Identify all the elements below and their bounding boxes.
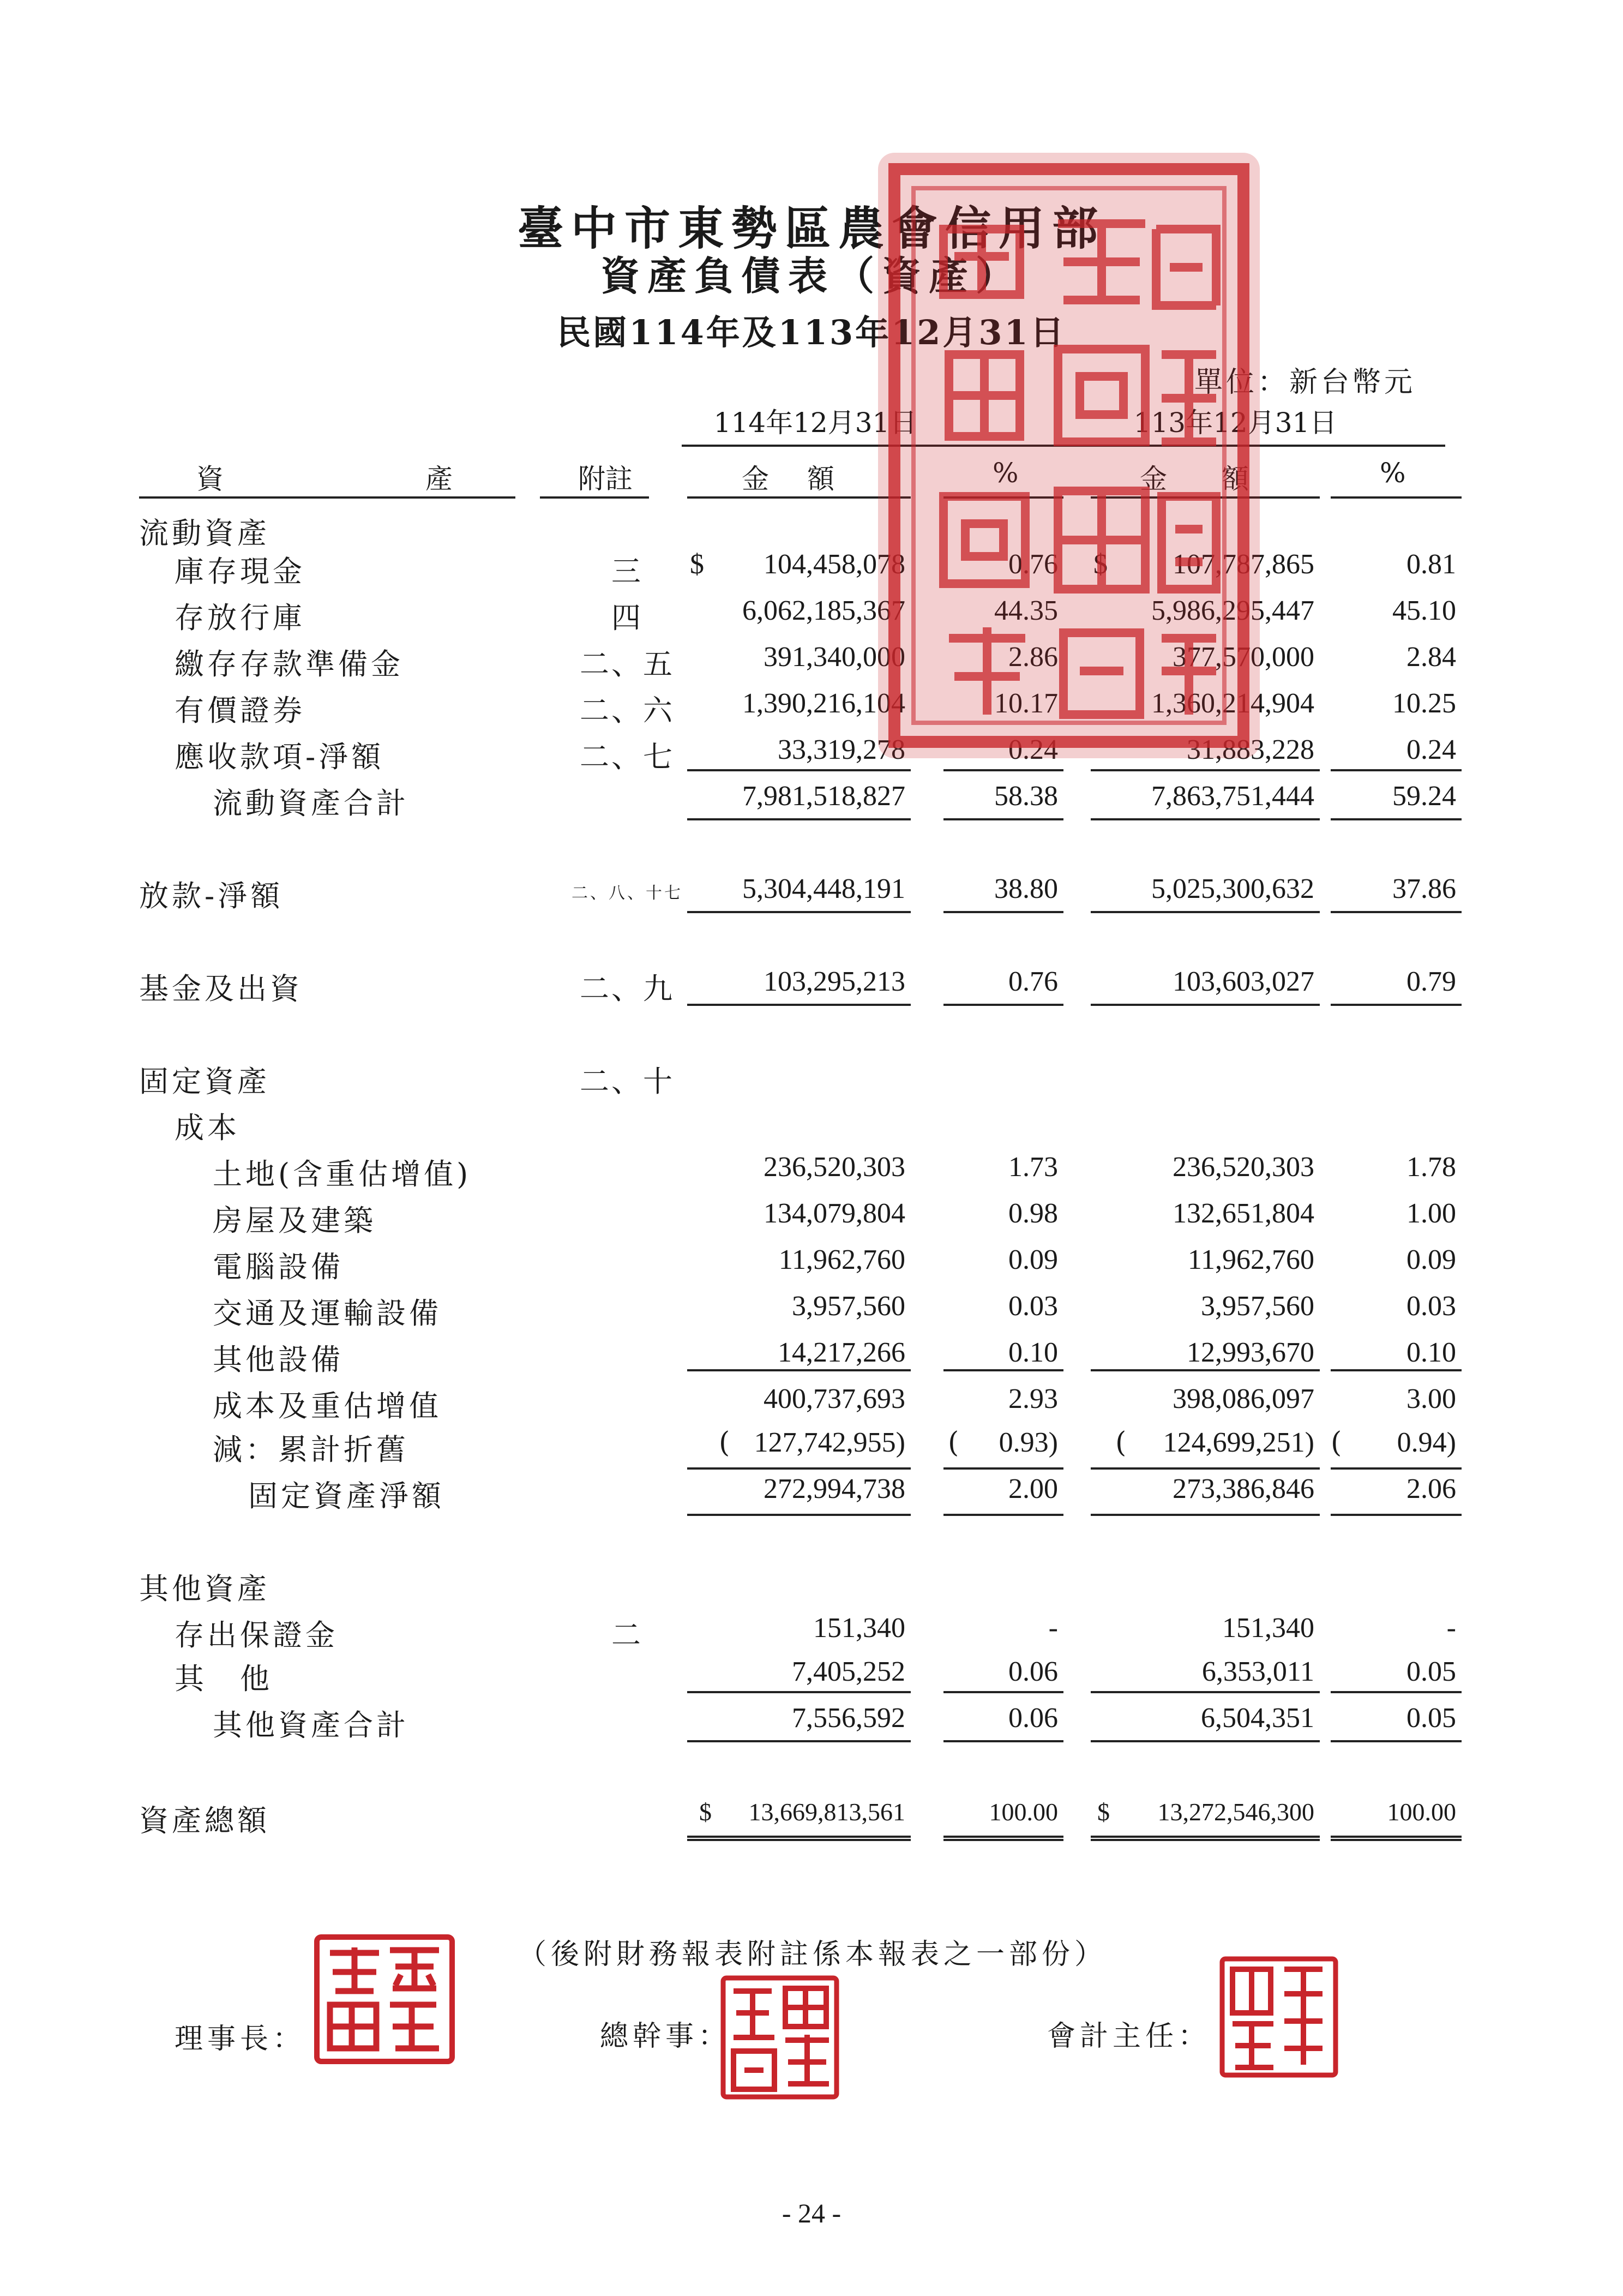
header-rule-pct24 [1331, 496, 1462, 499]
amount-2024: 151,340 [1222, 1612, 1314, 1644]
assets-header-b: 產 [425, 463, 453, 495]
percent-2025: 58.38 [994, 781, 1058, 812]
amount-2024: 3,957,560 [1201, 1291, 1314, 1322]
amount-2025: 3,957,560 [792, 1291, 905, 1322]
row-label: 存出保證金 [175, 1618, 338, 1652]
header-rule-note [540, 496, 649, 499]
row-label: 資產總額 [139, 1803, 270, 1838]
percent-2024: 0.81 [1406, 549, 1456, 580]
amount-2024: 11,962,760 [1187, 1244, 1314, 1275]
percent-2025: 0.24 [1008, 734, 1058, 765]
amount-2024: 236,520,303 [1173, 1152, 1314, 1183]
amount-2024: 103,603,027 [1173, 966, 1314, 997]
column-rule [687, 1467, 911, 1470]
chairman-seal [314, 1934, 455, 2065]
row-label: 有價證券 [175, 693, 305, 728]
row-note-ref: 二、十 [580, 1064, 675, 1099]
general-manager-seal [720, 1975, 840, 2100]
amount-2025: 1,390,216,104 [742, 688, 905, 719]
dollar-sign-cash-2025: $ [690, 549, 704, 580]
total-double-rule [943, 1836, 1063, 1841]
amount-2025: 13,669,813,561 [748, 1798, 905, 1826]
row-label: 其他資產 [139, 1572, 270, 1606]
chairman-label: 理事長： [175, 2023, 306, 2055]
percent-2024: 0.03 [1406, 1291, 1456, 1322]
column-rule [1331, 818, 1462, 820]
percent-2025: 2.86 [1008, 642, 1058, 673]
column-rule [1091, 1514, 1320, 1516]
percent-2025: 0.98 [1008, 1198, 1058, 1229]
row-label: 流動資產 [139, 516, 270, 550]
percent-2025: 0.09 [1008, 1244, 1058, 1275]
amount-2024: 6,504,351 [1201, 1702, 1314, 1734]
total-double-rule [687, 1836, 911, 1841]
percent-2025: 0.06 [1008, 1656, 1058, 1687]
amount-2025: 11,962,760 [778, 1244, 905, 1275]
percent-2024: 45.10 [1392, 595, 1456, 626]
row-label: 成本及重估增值 [213, 1389, 442, 1423]
amount-2024: 132,651,804 [1173, 1198, 1314, 1229]
column-rule [1091, 818, 1320, 820]
percent-2024: 0.05 [1406, 1702, 1456, 1734]
percent-2024: 0.79 [1406, 966, 1456, 997]
column-rule [943, 1467, 1063, 1470]
statement-title: 資產負債表（資產） [600, 253, 1023, 299]
row-note-ref: 二、八、十七 [572, 884, 683, 903]
amount-2025: 33,319,278 [778, 734, 905, 765]
pct-header-2024: % [1380, 457, 1406, 489]
percent-2025: 0.93) [999, 1427, 1058, 1458]
amount-2024: 5,986,295,447 [1151, 595, 1314, 626]
total-double-rule [1331, 1836, 1462, 1841]
total-double-rule [1091, 1836, 1320, 1841]
column-rule [943, 818, 1063, 820]
amount-2025: 7,405,252 [792, 1656, 905, 1687]
amount-2025: 104,458,078 [764, 549, 905, 580]
amount-2025: 7,556,592 [792, 1702, 905, 1734]
open-paren-dep-amt24: ( [1115, 1426, 1127, 1459]
row-label: 應收款項-淨額 [175, 740, 384, 774]
dollar-sign-total-2024: $ [1097, 1798, 1110, 1826]
amount-2025: 134,079,804 [764, 1198, 905, 1229]
amount-2024: 107,787,865 [1173, 549, 1314, 580]
amount-2025: 272,994,738 [764, 1473, 905, 1504]
percent-2025: 10.17 [994, 688, 1058, 719]
percent-2025: 1.73 [1008, 1152, 1058, 1183]
amount-2024: 12,993,670 [1187, 1337, 1314, 1368]
row-label: 固定資產淨額 [248, 1479, 444, 1513]
percent-2024: 59.24 [1392, 781, 1456, 812]
amount-2024: 273,386,846 [1173, 1473, 1314, 1504]
pct-header-2025: % [993, 457, 1019, 489]
row-label: 放款-淨額 [139, 879, 284, 913]
row-note-ref: 二、九 [580, 972, 675, 1006]
amount-2024: 31,883,228 [1187, 734, 1314, 765]
dollar-sign-total-2025: $ [699, 1798, 712, 1826]
column-rule [1331, 1740, 1462, 1742]
amount-2024: 398,086,097 [1173, 1383, 1314, 1414]
column-rule [1331, 1004, 1462, 1006]
footnote: （後附財務報表附註係本報表之一部份） [518, 1938, 1108, 1971]
percent-2024: 0.10 [1406, 1337, 1456, 1368]
amount-2024: 377,570,000 [1173, 642, 1314, 673]
column-rule [1331, 1691, 1462, 1693]
percent-2024: 2.06 [1406, 1473, 1456, 1504]
column-rule [1331, 769, 1462, 771]
percent-2025: 2.93 [1008, 1383, 1058, 1414]
column-rule [1331, 1467, 1462, 1470]
column-rule [943, 1740, 1063, 1742]
amount-2024: 7,863,751,444 [1151, 781, 1314, 812]
percent-2024: 100.00 [1387, 1798, 1456, 1826]
row-note-ref: 二、七 [580, 740, 675, 774]
row-label: 土地(含重估增值) [213, 1157, 472, 1191]
percent-2024: 37.86 [1392, 873, 1456, 904]
row-label: 其他資產合計 [213, 1708, 409, 1742]
percent-2025: 0.06 [1008, 1702, 1058, 1734]
period-title: 民國114年及113年12月31日 [557, 313, 1066, 352]
row-label: 減：累計折舊 [213, 1432, 409, 1467]
column-rule [943, 911, 1063, 913]
row-note-ref: 四 [611, 601, 643, 635]
organization-title: 臺中市東勢區農會信用部 [517, 201, 1105, 255]
percent-2024: 0.09 [1406, 1244, 1456, 1275]
column-rule [1331, 911, 1462, 913]
column-rule [687, 911, 911, 913]
row-label: 固定資產 [139, 1064, 270, 1099]
accounting-head-label: 會計主任： [1047, 2020, 1211, 2053]
row-label: 基金及出資 [139, 972, 303, 1006]
amount-2024: 124,699,251) [1163, 1427, 1314, 1458]
amount-2025: 391,340,000 [764, 642, 905, 673]
column-rule [687, 1369, 911, 1371]
percent-2024: 0.94) [1397, 1427, 1456, 1458]
column-rule [687, 1691, 911, 1693]
amount-2025: 5,304,448,191 [742, 873, 905, 904]
general-manager-label: 總幹事： [600, 2020, 731, 2053]
bank-seal-stamp [873, 147, 1265, 764]
amount-2025: 6,062,185,367 [742, 595, 905, 626]
row-label: 流動資產合計 [213, 786, 409, 820]
column-rule [1091, 1691, 1320, 1693]
percent-2024: 3.00 [1406, 1383, 1456, 1414]
amount-2024: 1,360,214,904 [1151, 688, 1314, 719]
percent-2024: 1.78 [1406, 1152, 1456, 1183]
percent-2025: 0.76 [1008, 966, 1058, 997]
row-label: 存放行庫 [175, 601, 305, 635]
open-paren-dep-pct25: ( [948, 1426, 959, 1459]
percent-2024: 0.24 [1406, 734, 1456, 765]
date-header-2025: 114年12月31日 [713, 407, 917, 439]
column-rule [687, 1740, 911, 1742]
amount-2025: 103,295,213 [764, 966, 905, 997]
accounting-head-seal [1219, 1956, 1339, 2078]
amount-2025: 236,520,303 [764, 1152, 905, 1183]
percent-2025: 0.03 [1008, 1291, 1058, 1322]
percent-2025: 100.00 [989, 1798, 1058, 1826]
row-note-ref: 二、六 [580, 693, 675, 728]
amount-2025: 14,217,266 [778, 1337, 905, 1368]
column-rule [943, 769, 1063, 771]
amount-header-2024-a: 金 [1140, 463, 1167, 495]
column-rule [1091, 1004, 1320, 1006]
column-rule [943, 1369, 1063, 1371]
percent-2025: 44.35 [994, 595, 1058, 626]
percent-2024: 1.00 [1406, 1198, 1456, 1229]
row-note-ref: 二、五 [580, 647, 675, 681]
column-rule [1331, 1369, 1462, 1371]
assets-header-a: 資 [196, 463, 224, 495]
column-rule [943, 1514, 1063, 1516]
row-label: 交通及運輸設備 [213, 1296, 442, 1330]
row-label: 其 他 [175, 1662, 273, 1696]
note-header: 附註 [578, 463, 633, 495]
date-header-2024: 113年12月31日 [1133, 407, 1337, 439]
amount-2024: 13,272,546,300 [1157, 1798, 1314, 1826]
percent-2024: 10.25 [1392, 688, 1456, 719]
dollar-sign-cash-2024: $ [1093, 549, 1108, 580]
column-rule [687, 1514, 911, 1516]
row-label: 繳存存款準備金 [175, 647, 404, 681]
amount-header-2025-b: 額 [807, 463, 834, 495]
row-label: 房屋及建築 [213, 1203, 376, 1238]
header-rule-assets [139, 496, 515, 499]
percent-2024: - [1446, 1612, 1456, 1644]
row-label: 電腦設備 [213, 1250, 344, 1284]
open-paren-dep-pct24: ( [1331, 1426, 1342, 1459]
percent-2025: 0.10 [1008, 1337, 1058, 1368]
column-rule [1091, 769, 1320, 771]
amount-2025: 151,340 [813, 1612, 905, 1644]
row-label: 庫存現金 [175, 554, 305, 589]
amount-2025: 7,981,518,827 [742, 781, 905, 812]
row-note-ref: 二 [611, 1618, 643, 1652]
page-number: - 24 - [782, 2198, 841, 2228]
amount-header-2024-b: 額 [1222, 463, 1249, 495]
column-rule [1091, 911, 1320, 913]
row-label: 成本 [175, 1111, 240, 1145]
row-note-ref: 三 [611, 554, 643, 589]
percent-2025: 0.76 [1008, 549, 1058, 580]
amount-2025: 127,742,955) [754, 1427, 905, 1458]
percent-2025: - [1048, 1612, 1058, 1644]
percent-2025: 2.00 [1008, 1473, 1058, 1504]
column-rule [1091, 1467, 1320, 1470]
column-rule [943, 1004, 1063, 1006]
column-rule [1331, 1514, 1462, 1516]
column-rule [687, 769, 911, 771]
amount-2024: 5,025,300,632 [1151, 873, 1314, 904]
row-label: 其他設備 [213, 1342, 344, 1377]
percent-2024: 0.05 [1406, 1656, 1456, 1687]
currency-unit: 單位：新台幣元 [1194, 366, 1416, 399]
amount-header-2025-a: 金 [742, 463, 769, 495]
column-rule [1091, 1740, 1320, 1742]
column-rule [943, 1691, 1063, 1693]
percent-2025: 38.80 [994, 873, 1058, 904]
column-rule [1091, 1369, 1320, 1371]
column-rule [687, 818, 911, 820]
column-rule [687, 1004, 911, 1006]
open-paren-dep-amt25: ( [719, 1426, 730, 1459]
percent-2024: 2.84 [1406, 642, 1456, 673]
amount-2024: 6,353,011 [1201, 1656, 1314, 1687]
amount-2025: 400,737,693 [764, 1383, 905, 1414]
